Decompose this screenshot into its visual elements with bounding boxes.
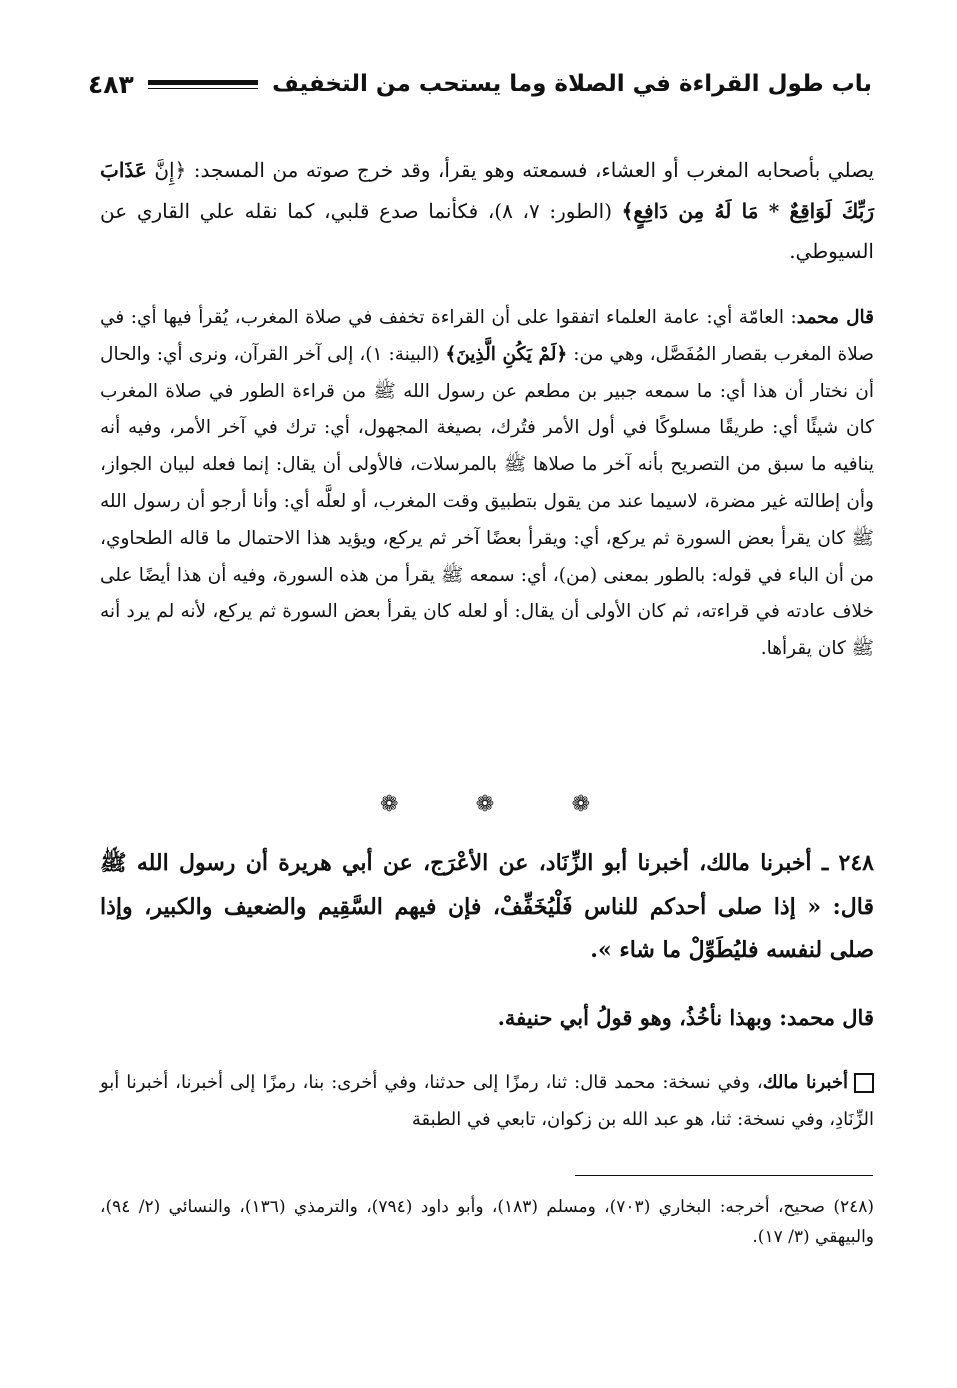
star-ornament-icon: ❁ [380, 792, 399, 817]
commentary-text-continued: (البينة: ١)، إلى آخر القرآن، ونرى أي: والحال أن نختار أن هذا أي: ما سمعه جبير بن مطعم عن رسول الله ﷺ من قراءة الطور في صلاة المغرب كان شيئًا أي: طريقًا مسلوكًا في أول الأمر فتُرك، بصيغة المجهول، أي: ترك في آخر الأمر، وفيه أنه ينافيه ما سبق من التصريح بأنه آخر ما صلاها ﷺ بالمرسلات، فالأولى أن يقال: إنما فعله لبيان الجواز، وأن إطالته غير مضرة، لاسيما عند من يقول بتطبيق وقت المغرب، أو لعلَّه أي: وأنا أرجو أن رسول الله ﷺ كان يقرأ بعض السورة ثم يركع، أي: ويقرأ بعضًا آخر ثم يركع، ويؤيد هذا الاحتمال ما قاله الطحاوي، من أن الباء في قوله: بالطور بمعنى (من)، أي: سمعه ﷺ يقرأ من هذه السورة، وفيه أن هذا أيضًا على خلاف عادته في قراءته، ثم كان الأولى أن يقال: أو لعله كان يقرأ بعض السورة ثم يركع، لأنه لم يرد أنه ﷺ كان يقرأها. [100, 343, 874, 660]
qal-muhammad-ruling [100, 998, 874, 1038]
commentary-paragraph [100, 1064, 874, 1138]
running-header [88, 64, 872, 104]
star-ornament-icon: ❁ [571, 792, 590, 817]
qal-muhammad-label: قال محمد [787, 1005, 874, 1030]
page-number: ٤٨٣ [88, 69, 134, 99]
section-separator [380, 792, 590, 817]
commentary-label: أخبرنا مالك [762, 1072, 848, 1093]
commentary-text: : العامّة أي: عامة العلماء اتفقوا على أن القراءة تخفف في صلاة المغرب، يُقرأ فيها أي: في صلاة المغرب بقصار المُفَصَّل، وهي من: [100, 307, 874, 365]
quran-verse: ﴿لَمْ يَكُنِ الَّذِينَ﴾ [445, 343, 568, 365]
hadith-248 [100, 842, 874, 973]
ruling-text: : وبهذا نأخُذُ، وهو قولُ أبي حنيفة. [497, 1005, 788, 1030]
narration-line: يصلي بأصحابه المغرب أو العشاء، فسمعته وهو يقرأ، وقد خرج صوته من المسجد: ﴿إِنَّ [154, 158, 875, 182]
paragraph-narration [100, 150, 874, 272]
star-ornament-icon: ❁ [475, 792, 495, 817]
square-box-icon [854, 1073, 874, 1093]
footnote [100, 1192, 874, 1252]
paragraph-commentary [100, 300, 874, 668]
header-rule [148, 80, 258, 89]
qal-muhammad-label: قال محمد [796, 307, 874, 328]
hadith-text: ٢٤٨ ـ أخبرنا مالك، أخبرنا أبو الزِّنَاد، عن الأعْرَج، عن أبي هريرة أن رسول الله ﷺ قال: « إذا صلى أحدكم للناس فَلْيُخَفِّفْ، فإن فيهم السَّقِيم والضعيف والكبير، وإذا صلى لنفسه فليُطَوِّلْ ما شاء ». [100, 850, 874, 963]
quran-verse: عَذَابَ رَبِّكَ لَوَاقِعٌ * مَا لَهُ مِن دَافِعٍ﴾ [100, 158, 875, 223]
chapter-title: باب طول القراءة في الصلاة وما يستحب من التخفيف [272, 71, 872, 97]
narration-continuation: (الطور: ٧، ٨)، فكأنما صدع قلبي، كما نقله علي القاري عن السيوطي. [100, 198, 874, 263]
footnote-text: (٢٤٨) صحيح، أخرجه: البخاري (٧٠٣)، ومسلم (١٨٣)، وأبو داود (٧٩٤)، والترمذي (١٣٦)، والنسائي (٢/ ٩٤)، والبيهقي (٣/ ١٧). [100, 1197, 875, 1247]
commentary-body: ، وفي نسخة: محمد قال: ثنا، رمزًا إلى حدثنا، وفي أخرى: بنا، رمزًا إلى أخبرنا، أخبرنا أبو الزِّنَادِ، وفي نسخة: ثنا، هو عبد الله بن زكوان، تابعي في الطبقة [100, 1072, 874, 1130]
footnote-divider [575, 1175, 873, 1176]
